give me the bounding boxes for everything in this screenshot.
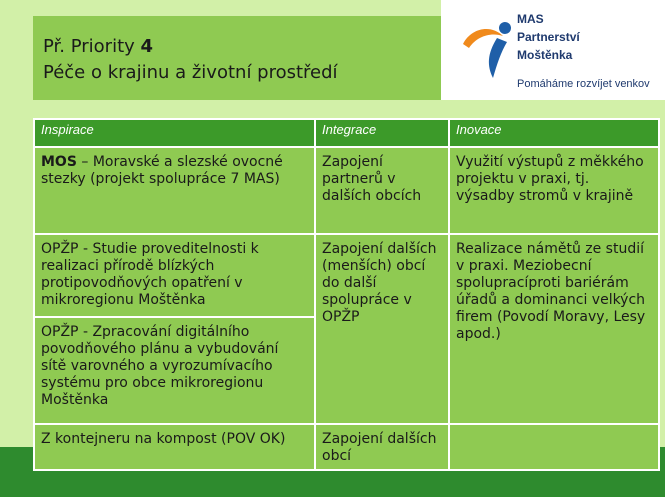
cell-integrace: Zapojení dalších obcí <box>315 424 449 470</box>
table-header-row <box>34 119 659 147</box>
header-inspirace: Inspirace <box>34 119 315 147</box>
priority-table <box>33 118 660 471</box>
title-prefix: Př. Priority <box>43 36 135 57</box>
mas-logo <box>441 0 665 100</box>
logo-line-2: Partnerství <box>517 30 580 44</box>
table-row <box>34 424 659 470</box>
slide-title <box>33 16 441 100</box>
cell-inovace: Realizace námětů ze studií v praxi. Meziobecní spolupracíproti bariérám úřadů a dominanci velkých firem (Povodí Moravy, Lesy apod.) <box>449 234 659 424</box>
mas-logo-icon <box>457 14 523 80</box>
header-inovace: Inovace <box>449 119 659 147</box>
cell-integrace: Zapojení dalších (menších) obcí do další spolupráce v OPŽP <box>315 234 449 424</box>
logo-name <box>517 10 580 64</box>
cell-inovace: Využití výstupů z měkkého projektu v praxi, tj. výsadby stromů v krajině <box>449 147 659 234</box>
cell-integrace: Zapojení partnerů v dalších obcích <box>315 147 449 234</box>
mos-label: MOS <box>41 154 77 171</box>
cell-inspirace: Z kontejneru na kompost (POV OK) <box>34 424 315 470</box>
header-integrace: Integrace <box>315 119 449 147</box>
cell-inspirace <box>34 147 315 234</box>
table-row <box>34 147 659 234</box>
logo-line-3: Moštěnka <box>517 48 573 62</box>
logo-line-1: MAS <box>517 12 544 26</box>
cell-inspirace: OPŽP - Zpracování digitálního povodňového plánu a vybudování sítě varovného a vyrozumívacího systému pro obce mikroregionu Moštěnka <box>34 317 315 424</box>
cell-inovace <box>449 424 659 470</box>
table-row <box>34 234 659 317</box>
title-line-2: Péče o krajinu a životní prostředí <box>43 62 338 83</box>
title-line-1 <box>43 34 441 60</box>
mos-text: – Moravské a slezské ovocné stezky (projekt spolupráce 7 MAS) <box>41 154 283 188</box>
logo-tagline: Pomáháme rozvíjet venkov <box>517 78 650 90</box>
cell-inspirace: OPŽP - Studie proveditelnosti k realizaci přírodě blízkých protipovodňových opatření v mikroregionu Moštěnka <box>34 234 315 317</box>
title-number: 4 <box>140 36 154 57</box>
